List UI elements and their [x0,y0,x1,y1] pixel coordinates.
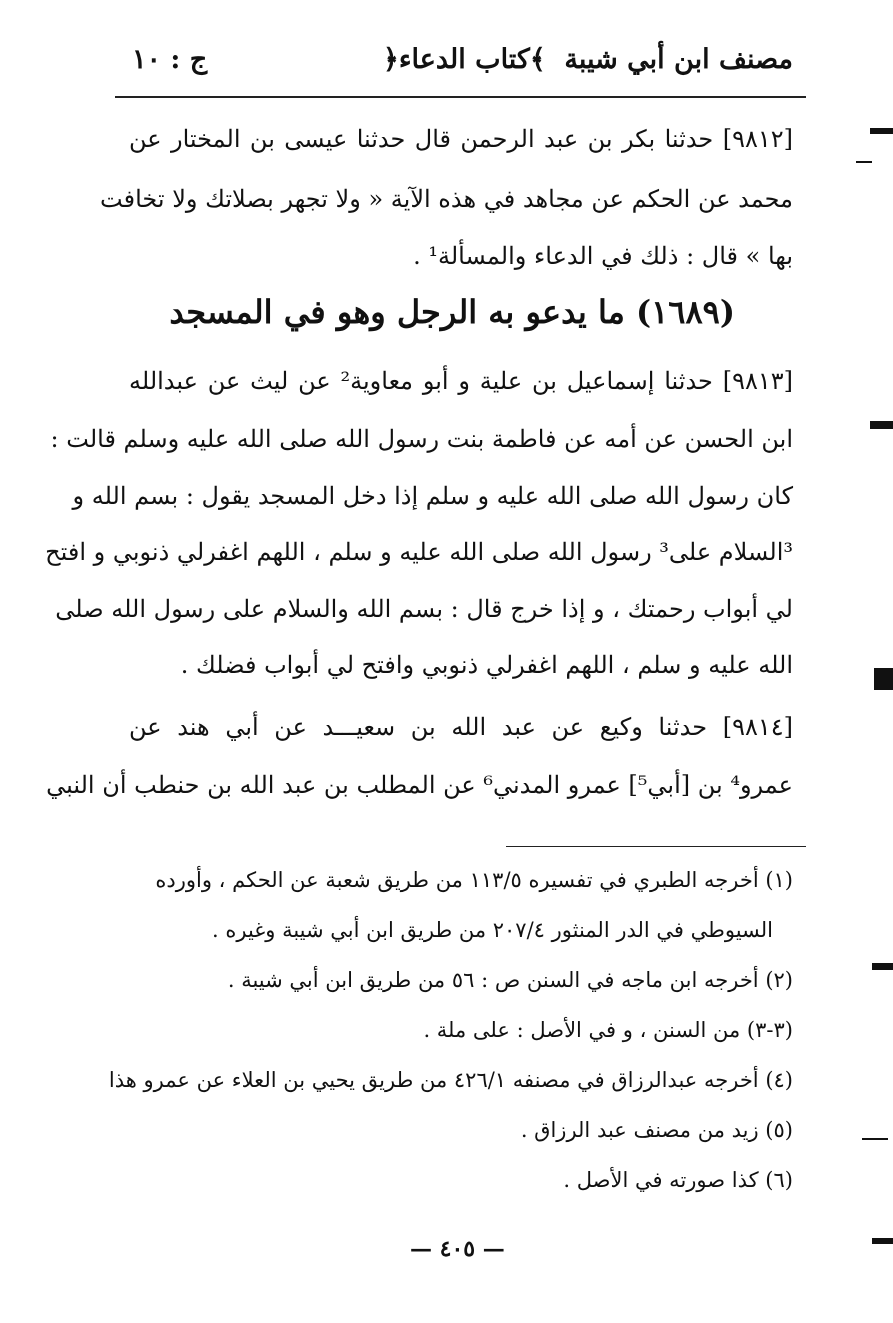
footnote-line: السيوطي في الدر المنثور ٢٠٧/٤ من طريق ابن أبي شيبة وغيره . [212,918,773,942]
footnote-line: (٢) أخرجه ابن ماجه في السنن ص : ٥٦ من طريق ابن أبي شيبة . [227,968,793,992]
body-line: [٩٨١٢] حدثنا بكر بن عبد الرحمن قال حدثنا عيسى بن المختار عن [129,125,793,153]
header-rule [115,96,806,98]
footnote-rule [506,846,806,847]
body-line: الله عليه و سلم ، اللهم اغفرلي ذنوبي وافتح لي أبواب فضلك . [180,651,793,679]
volume-number: ج : ١٠ [132,44,208,75]
body-line: كان رسول الله صلى الله عليه و سلم إذا دخل المسجد يقول : بسم الله و [72,482,793,510]
scan-mark [870,128,893,134]
body-line: [٩٨١٤] حدثنا وكيع عن عبد الله بن سعيـــد عن أبي هند عن [129,713,793,741]
body-line: ³السلام على³ رسول الله صلى الله عليه و سلم ، اللهم اغفرلي ذنوبي و افتح [45,538,793,566]
book-title: مصنف ابن أبي شيبة [564,44,793,75]
scan-mark [856,161,872,163]
footnote-line: (٤) أخرجه عبدالرزاق في مصنفه ٤٢٦/١ من طريق يحيي بن العلاء عن عمرو هذا [108,1068,793,1092]
body-line: محمد عن الحكم عن مجاهد في هذه الآية « ولا تجهر بصلاتك ولا تخافت [100,185,793,213]
body-line: لي أبواب رحمتك ، و إذا خرج قال : بسم الله والسلام على رسول الله صلى [55,595,793,623]
footnote-line: (٣-٣) من السنن ، و في الأصل : على ملة . [423,1018,793,1042]
scan-mark [872,1238,893,1244]
footnote-line: (٥) زيد من مصنف عبد الرزاق . [520,1118,793,1142]
scan-mark [874,668,893,690]
chapter-title: ﴿كتاب الدعاء﴾ [383,44,546,75]
body-line: عمرو⁴ بن [أبي⁵] عمرو المدني⁶ عن المطلب بن عبد الله بن حنطب أن النبي [46,771,793,799]
section-heading: (١٦٨٩) ما يدعو به الرجل وهو في المسجد [169,293,735,331]
scan-mark [870,421,893,429]
scan-mark [872,963,893,970]
page-number: — ٤٠٥ — [410,1236,505,1262]
body-line: [٩٨١٣] حدثنا إسماعيل بن علية و أبو معاوية² عن ليث عن عبدالله [129,367,793,395]
footnote-line: (٦) كذا صورته في الأصل . [563,1168,793,1192]
scan-mark [862,1138,888,1140]
body-line: ابن الحسن عن أمه عن فاطمة بنت رسول الله صلى الله عليه وسلم قالت : [50,425,793,453]
footnote-line: (١) أخرجه الطبري في تفسيره ١١٣/٥ من طريق شعبة عن الحكم ، وأورده [155,868,793,892]
body-line: بها » قال : ذلك في الدعاء والمسألة¹ . [413,242,793,270]
